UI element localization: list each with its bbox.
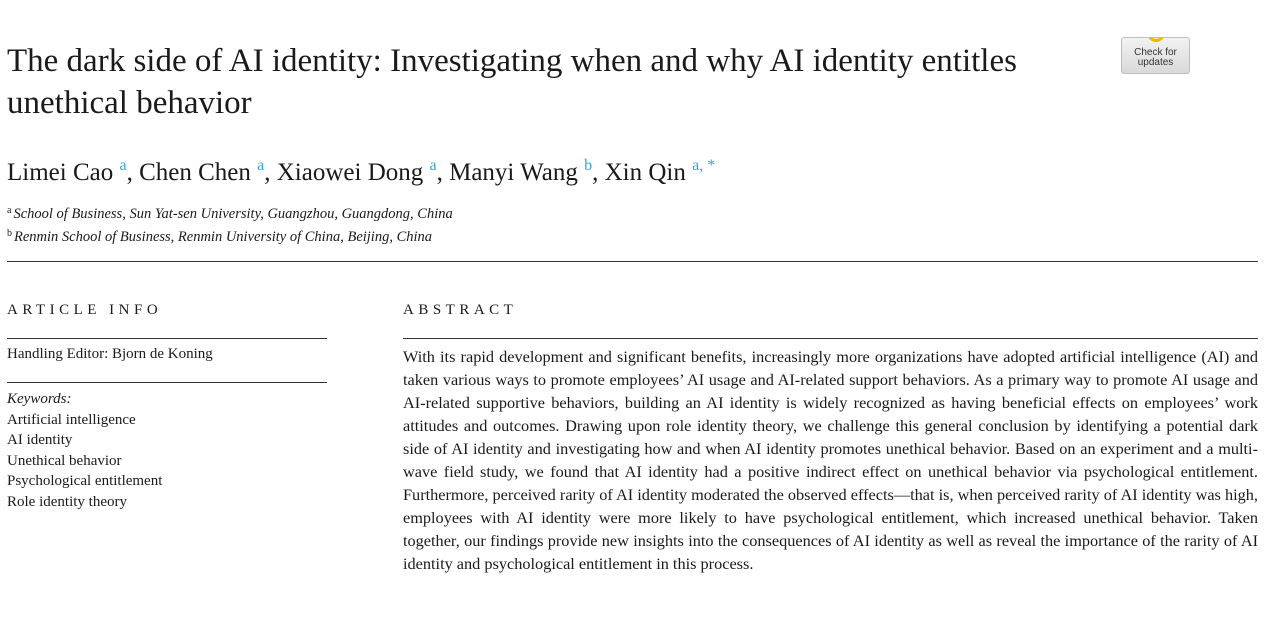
author-name[interactable]: Limei Cao: [7, 159, 114, 186]
keyword-item: Role identity theory: [7, 493, 127, 510]
abstract-divider: [403, 338, 1258, 339]
article-info-heading: ARTICLE INFO: [7, 302, 163, 318]
check-updates-icon: [1147, 37, 1165, 42]
affiliation-marker: b: [7, 228, 12, 239]
keyword-item: Artificial intelligence: [7, 411, 136, 428]
keyword-item: Unethical behavior: [7, 452, 122, 469]
author-list: Limei Cao $^a$, Chen Chen $^a$, Xiaowei Dong $^a$, Manyi Wang $^b$, Xin Qin $^{a, *}$: [7, 157, 716, 186]
keywords-divider: [7, 382, 327, 383]
affiliation-item: [7, 201, 453, 224]
affiliation-link[interactable]: b: [584, 157, 593, 174]
keyword-item: Psychological entitlement: [7, 473, 163, 490]
affiliation-list: [7, 201, 453, 247]
affiliation-link[interactable]: a: [429, 157, 437, 174]
author-name[interactable]: Xin Qin: [604, 159, 686, 186]
check-for-updates-button[interactable]: [1121, 37, 1190, 74]
author-name[interactable]: Chen Chen: [139, 159, 251, 186]
header-divider: [7, 261, 1258, 262]
abstract-heading: ABSTRACT: [403, 302, 518, 318]
keywords-section: [7, 389, 162, 513]
article-title: The dark side of AI identity: Investigating when and why AI identity entitles unethical behavior: [7, 43, 1017, 121]
article-info-divider: [7, 338, 327, 339]
affiliation-marker: a: [7, 205, 12, 216]
author-name[interactable]: Manyi Wang: [449, 159, 578, 186]
affiliation-item: [7, 224, 453, 247]
affiliation-link[interactable]: a: [119, 157, 127, 174]
handling-editor: Handling Editor: Bjorn de Koning: [7, 346, 213, 362]
keywords-label: Keywords:: [7, 391, 72, 407]
check-for-updates-label: [1122, 48, 1189, 68]
check-for-updates-text: Check for updates: [1134, 47, 1177, 68]
affiliation-link[interactable]: a, *: [692, 157, 716, 174]
keyword-item: AI identity: [7, 432, 73, 449]
abstract-text: With its rapid development and significant benefits, increasingly more organizations have adopted artificial intelligence (AI) and taken various ways to promote employees’ AI usage and AI-related support behaviors. As a primary way to promote AI usage and AI-related supportive behaviors, building an AI identity is widely recognized as having beneficial effects on employees’ work attitudes and outcomes. Drawing upon role identity theory, we challenge this general conclusion by identifying a potential dark side of AI identity and investigating how and when AI identity promotes unethical behavior. Based on an experiment and a multi-wave field study, we found that AI identity had a positive indirect effect on unethical behavior via psychological entitlement. Furthermore, perceived rarity of AI identity moderated the observed effects—that is, when perceived rarity of AI identity was high, employees with AI identity were more likely to have psychological entitlement, which increased unethical behavior. Taken together, our findings provide new insights into the consequences of AI identity as well as reveal the importance of the rarity of AI identity and psychological entitlement in this process.: [403, 347, 1258, 573]
affiliation-text: Renmin School of Business, Renmin University of China, Beijing, China: [14, 229, 433, 245]
affiliation-link[interactable]: a: [257, 157, 265, 174]
author-name[interactable]: Xiaowei Dong: [276, 159, 424, 186]
affiliation-text: School of Business, Sun Yat-sen University, Guangzhou, Guangdong, China: [13, 206, 453, 222]
